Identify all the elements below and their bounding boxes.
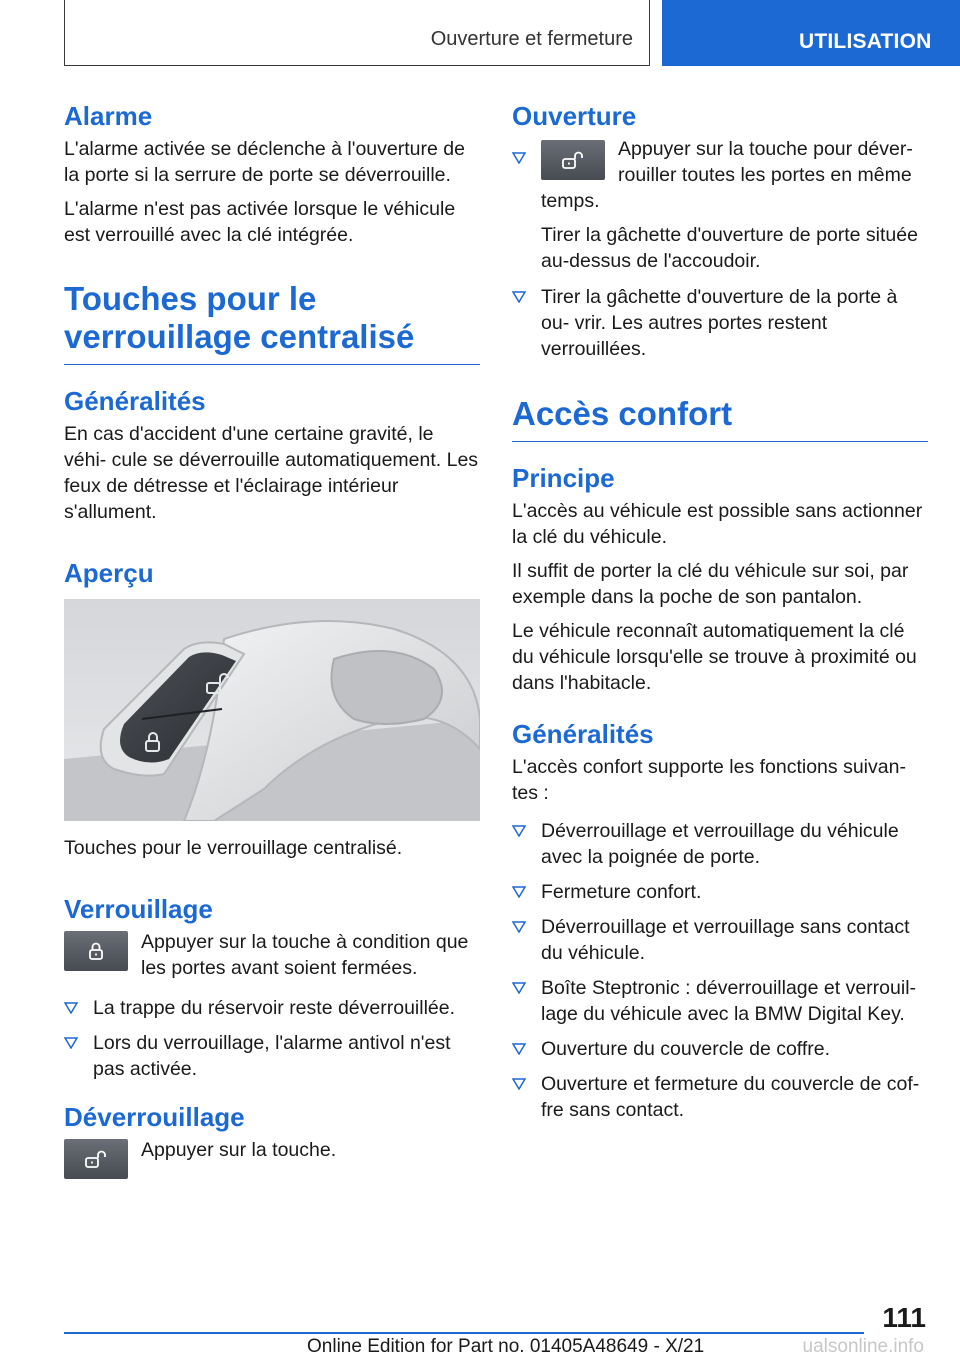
- bullet-triangle-icon: [64, 1002, 78, 1014]
- door-lock-buttons-image: [64, 599, 480, 821]
- list-item: La trappe du réservoir reste déverrouillée.: [64, 995, 480, 1021]
- verrouillage-heading: Verrouillage: [64, 894, 213, 924]
- touches-heading: Touches pour le verrouillage centralisé: [64, 280, 480, 365]
- bullet-triangle-icon: [512, 152, 526, 164]
- verrouillage-key-row: [64, 929, 480, 981]
- principe-heading: Principe: [512, 463, 615, 493]
- list-item: Lors du verrouillage, l'alarme antivol n'est pas activée.: [64, 1030, 480, 1082]
- deverrouillage-key-text: Appuyer sur la touche.: [141, 1139, 337, 1161]
- lock-open-icon: [541, 140, 605, 180]
- principe-paragraph-3: Le véhicule reconnaît automatiquement la clé du véhicule lorsqu'elle se trouve à proximité ou dans l'habitacle.: [512, 620, 917, 694]
- figure-caption: Touches pour le verrouillage centralisé.: [64, 837, 403, 859]
- ouverture-bullet-1: [512, 136, 928, 274]
- bullet-triangle-icon: [512, 825, 526, 837]
- apercu-heading: Aperçu: [64, 558, 154, 588]
- generalites-right-heading: Généralités: [512, 719, 654, 749]
- bullet-triangle-icon: [512, 886, 526, 898]
- verrouillage-key-text: Appuyer sur la touche à condition que les portes avant soient fermées.: [141, 931, 469, 979]
- list-item: Déverrouillage et verrouillage sans contact du véhicule.: [512, 914, 928, 966]
- watermark-text: ualsonline.info: [802, 1336, 924, 1357]
- deverrouillage-heading: Déverrouillage: [64, 1102, 245, 1132]
- list-item: Boîte Steptronic : déverrouillage et verrouil‐ lage du véhicule avec la BMW Digital Key.: [512, 975, 928, 1027]
- lock-closed-icon: [64, 931, 128, 971]
- bullet-triangle-icon: [512, 921, 526, 933]
- door-lock-buttons-illustration: [64, 599, 480, 821]
- ouverture-bullet-list: [512, 284, 928, 362]
- alarme-heading: Alarme: [64, 101, 153, 131]
- list-item: Ouverture du couvercle de coffre.: [512, 1036, 928, 1062]
- lock-open-icon: [64, 1139, 128, 1179]
- principe-paragraph-2: Il suffit de porter la clé du véhicule sur soi, par exemple dans la poche de son pantalon.: [512, 560, 909, 608]
- edition-text: Online Edition for Part no. 01405A48649 - X/21: [307, 1336, 705, 1357]
- footer-divider: [64, 1332, 864, 1334]
- bullet-triangle-icon: [512, 291, 526, 303]
- header-chapter-title: UTILISATION: [799, 30, 932, 53]
- header-section-box: [64, 0, 650, 66]
- deverrouillage-key-row: [64, 1137, 480, 1179]
- ouverture-sub-text: Tirer la gâchette d'ouverture de porte située au-dessus de l'accoudoir.: [541, 224, 918, 272]
- header-section-title: Ouverture et fermeture: [430, 28, 633, 50]
- generalites-right-paragraph: L'accès confort supporte les fonctions suivan‐ tes :: [512, 756, 906, 804]
- list-item: Tirer la gâchette d'ouverture de la porte à ou‐ vrir. Les autres portes restent verrouillées.: [512, 284, 928, 362]
- acces-confort-heading: Accès confort: [512, 395, 928, 442]
- list-item: Déverrouillage et verrouillage du véhicule avec la poignée de porte.: [512, 818, 928, 870]
- ouverture-key-text: Appuyer sur la touche pour déver‐ rouiller toutes les portes en même temps.: [541, 138, 913, 212]
- generalites-bullet-list: [512, 818, 928, 1123]
- generalites-paragraph: En cas d'accident d'une certaine gravité, le véhi‐ cule se déverrouille automatiquement. Les feux de détresse et l'éclairage intérieur s'allument.: [64, 423, 479, 523]
- verrouillage-bullet-list: [64, 995, 480, 1082]
- ouverture-heading: Ouverture: [512, 101, 637, 131]
- list-item: Ouverture et fermeture du couvercle de cof‐ fre sans contact.: [512, 1071, 928, 1123]
- generalites-heading: Généralités: [64, 386, 206, 416]
- bullet-triangle-icon: [512, 1043, 526, 1055]
- alarme-paragraph-1: L'alarme activée se déclenche à l'ouverture de la porte si la serrure de porte se déverrouille.: [64, 138, 465, 186]
- right-column: [512, 100, 928, 1132]
- bullet-triangle-icon: [64, 1037, 78, 1049]
- principe-paragraph-1: L'accès au véhicule est possible sans actionner la clé du véhicule.: [512, 500, 923, 548]
- list-item: Fermeture confort.: [512, 879, 928, 905]
- page-number: 111: [882, 1302, 926, 1333]
- header-chapter-tab: [662, 0, 960, 66]
- bullet-triangle-icon: [512, 1078, 526, 1090]
- left-column: [64, 100, 480, 1189]
- bullet-triangle-icon: [512, 982, 526, 994]
- alarme-paragraph-2: L'alarme n'est pas activée lorsque le véhicule est verrouillé avec la clé intégrée.: [64, 198, 456, 246]
